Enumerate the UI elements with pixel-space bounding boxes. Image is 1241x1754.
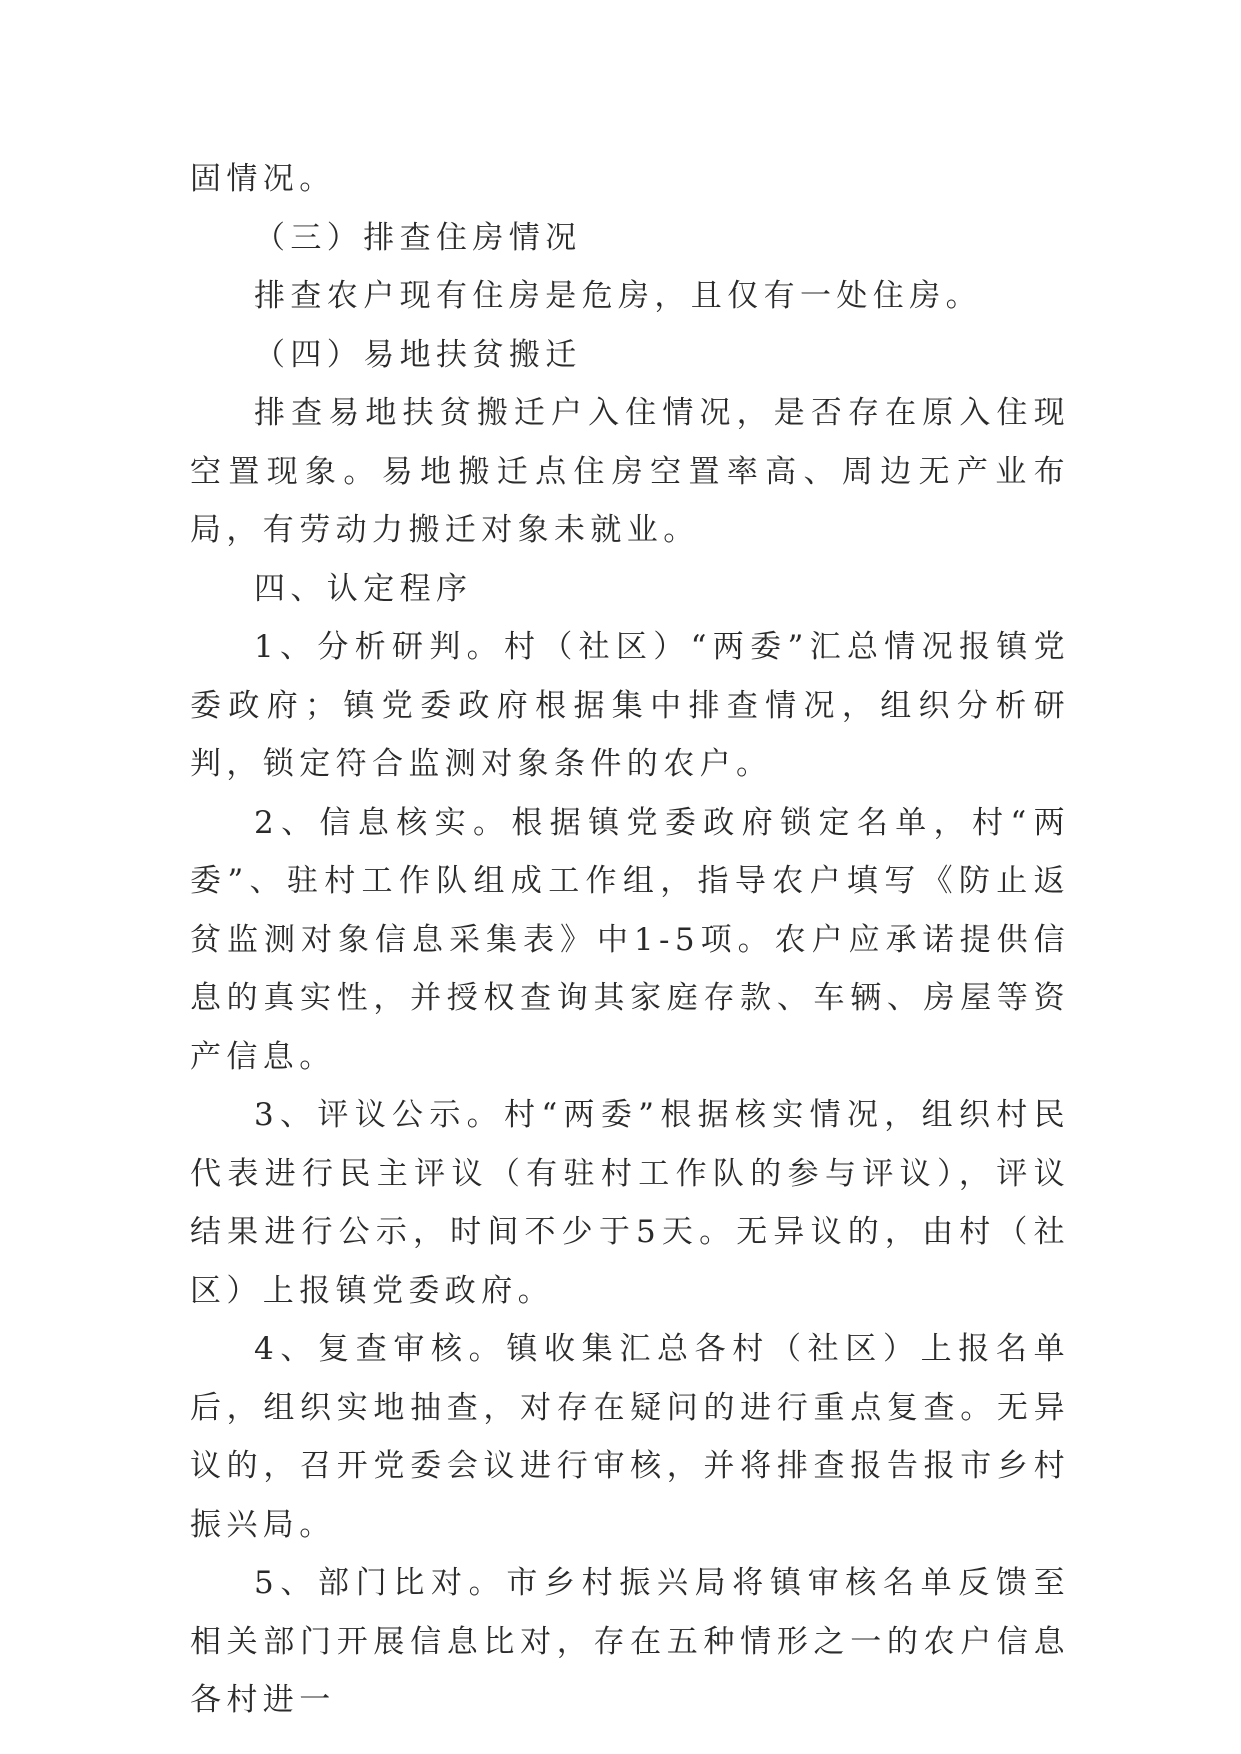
section-heading-relocation: （四）易地扶贫搬迁 <box>254 336 582 373</box>
paragraph-step-5: 5、部门比对。市乡村振兴局将镇审核名单反馈至相关部门开展信息比对，存在五种情形之一的农户信息各村进一 <box>190 1565 1070 1718</box>
paragraph-relocation: 排查易地扶贫搬迁户入住情况，是否存在原入住现空置现象。易地搬迁点住房空置率高、周边无产业布局，有劳动力搬迁对象未就业。 <box>190 395 1070 548</box>
section-heading-procedure: 四、认定程序 <box>254 570 473 607</box>
paragraph-step-4: 4、复查审核。镇收集汇总各村（社区）上报名单后，组织实地抽查，对存在疑问的进行重点复查。无异议的，召开党委会议进行审核，并将排查报告报市乡村振兴局。 <box>190 1331 1070 1543</box>
paragraph-step-1: 1、分析研判。村（社区）“两委”汇总情况报镇党委政府；镇党委政府根据集中排查情况，组织分析研判，锁定符合监测对象条件的农户。 <box>190 629 1070 782</box>
paragraph-step-3: 3、评议公示。村“两委”根据核实情况，组织村民代表进行民主评议（有驻村工作队的参与评议），评议结果进行公示，时间不少于5天。无异议的，由村（社区）上报镇党委政府。 <box>190 1097 1070 1309</box>
paragraph-continuation: 固情况。 <box>190 161 336 197</box>
paragraph-step-2: 2、信息核实。根据镇党委政府锁定名单，村“两委”、驻村工作队组成工作组，指导农户填写《防止返贫监测对象信息采集表》中1-5项。农户应承诺提供信息的真实性，并授权查询其家庭存款、车辆、房屋等资产信息。 <box>190 804 1070 1075</box>
section-heading-housing: （三）排查住房情况 <box>254 219 582 256</box>
paragraph-housing: 排查农户现有住房是危房，且仅有一处住房。 <box>254 278 982 314</box>
document-body <box>190 150 1070 1730</box>
